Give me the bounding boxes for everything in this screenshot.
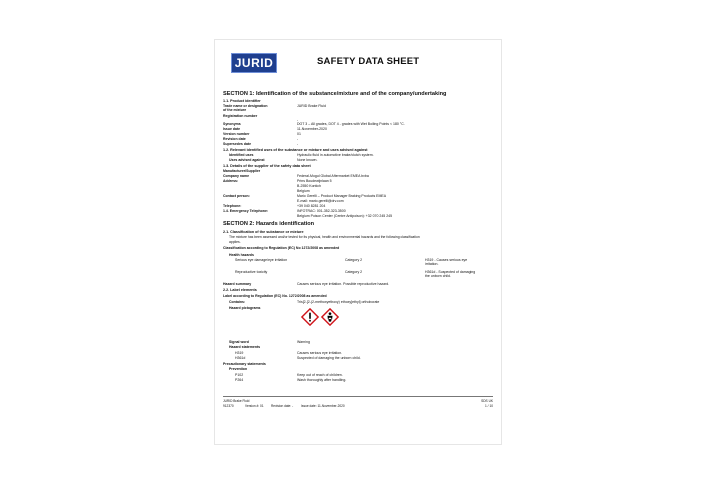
footer-region: SDS UK (481, 399, 493, 403)
prevention-label: Prevention (229, 367, 248, 371)
p-statement-text: Keep out of reach of children. (297, 373, 343, 377)
contact-label: Contact person: (223, 194, 250, 198)
footer-product: JURID Brake Fluid (223, 399, 250, 403)
company-value: Federal-Mogul Global Aftermarket EMEA bvba (297, 174, 369, 178)
manufacturer-label: Manufacturer/Supplier (223, 169, 261, 173)
h-statement-code: H361d (235, 356, 246, 360)
issue-date-label: Issue date (223, 127, 241, 131)
supersedes-value: - (297, 142, 299, 146)
signal-word-label: Signal word (229, 340, 249, 344)
revision-value: - (297, 137, 299, 141)
identified-uses-label: Identified uses (229, 153, 254, 157)
footer-version: Version #: 01 (245, 404, 264, 408)
section1-heading: SECTION 1: Identification of the substance/mixture and of the company/undertaking (223, 91, 447, 97)
address-label: Address: (223, 179, 239, 183)
uses-advised-label: Uses advised against (229, 158, 265, 162)
precautionary-label: Precautionary statements (223, 362, 266, 366)
label-heading: Label according to Regulation (EC) No. 1272/2008 as amended (223, 294, 327, 298)
address-line: Belgium (297, 189, 310, 193)
contact-value: Mario Gerelli – Product Manager Braking Products EMEA (297, 194, 387, 198)
email-value: E-mail: mario.gerelli@drv.com (297, 199, 344, 203)
trade-name-label-1: Trade name or designation (223, 104, 268, 108)
hazard-pictograms-label: Hazard pictograms (229, 306, 261, 310)
hazard-statement: H319 - Causes serious eye (425, 258, 468, 262)
company-label: Company name (223, 174, 250, 178)
address-line: Prins Boudewijnlaan 5 (297, 179, 332, 183)
registration-label: Registration number (223, 114, 258, 118)
s11-heading: 1.1. Product identifier (223, 99, 261, 103)
address-line: B-2550 Kontich (297, 184, 321, 188)
signal-word-value: Warning (297, 340, 310, 344)
contains-label: Contains: (229, 300, 246, 304)
emergency-value: Belgium Poison Center (Centre Antipoison): +32 070 245 245 (297, 214, 393, 218)
jurid-logo: JURID (231, 53, 277, 73)
footer-divider (223, 396, 493, 397)
emergency-value: INFOTRAC: 001-352-323-3500 (297, 209, 346, 213)
h-statement-code: H319 (235, 351, 244, 355)
telephone-value: +39 040 8281 204 (297, 204, 326, 208)
synonyms-label: Synonyms (223, 122, 241, 126)
footer-revision: Revision date: - (271, 404, 294, 408)
hazard-summary-label: Hazard summary (223, 282, 252, 286)
hazard-class: Serious eye damage/eye irritation (235, 258, 288, 262)
h-statement-text: Suspected of damaging the unborn child. (297, 356, 361, 360)
identified-uses-value: Hydraulic fluid in automotive brake/clutch system. (297, 153, 374, 157)
version-label: Version number (223, 132, 250, 136)
telephone-label: Telephone: (223, 204, 242, 208)
health-hazard-pictogram-icon (321, 308, 339, 326)
trade-name-label-2: of the mixture (223, 108, 247, 112)
s22-heading: 2.2. Label elements (223, 288, 257, 292)
p-statement-code: P264 (235, 378, 244, 382)
version-value: 01 (297, 132, 301, 136)
contains-value: Tris[2-[2-(2-methoxyethoxy) ethoxy]ethyl] orthoborate (297, 300, 380, 304)
trade-name-value: JURID Brake Fluid (297, 104, 326, 108)
supersedes-label: Supersedes date (223, 142, 252, 146)
s21-text: The mixture has been assessed and/or tested for its physical, health and environmental hazards and the following classification (229, 235, 420, 239)
hazard-summary-value: Causes serious eye irritation. Possible reproductive hazard. (297, 282, 390, 286)
hazard-category: Category 2 (345, 270, 363, 274)
s13-heading: 1.3. Details of the supplier of the safety data sheet (223, 164, 311, 168)
issue-date-value: 11-November-2020 (297, 127, 327, 131)
hazard-statements-label: Hazard statements (229, 345, 261, 349)
footer-issue: Issue date: 11-November-2020 (301, 404, 345, 408)
section2-heading: SECTION 2: Hazards identification (223, 221, 315, 227)
s21-text: applies. (229, 240, 241, 244)
hazard-statement: the unborn child. (425, 274, 451, 278)
revision-label: Revision date (223, 137, 246, 141)
footer-page-number: 1 / 10 (485, 404, 493, 408)
uses-advised-value: None known. (297, 158, 318, 162)
hazard-class: Reproductive toxicity (235, 270, 268, 274)
emergency-label: 1.4. Emergency Telephone: (223, 209, 269, 213)
s21-heading: 2.1. Classification of the substance or mixture (223, 230, 304, 234)
synonyms-value: DOT 3 – All grades, DOT 4 - grades with Wet Boiling Points < 180 °C. (297, 122, 405, 126)
hazard-category: Category 2 (345, 258, 363, 262)
document-title: SAFETY DATA SHEET (317, 56, 420, 67)
exclamation-mark-pictogram-icon (301, 308, 319, 326)
hazard-statement: irritation. (425, 262, 439, 266)
p-statement-text: Wash thoroughly after handling. (297, 378, 347, 382)
health-hazards-label: Health hazards (229, 253, 254, 257)
footer-id: 912370 (223, 404, 234, 408)
registration-value: - (297, 118, 299, 122)
h-statement-text: Causes serious eye irritation. (297, 351, 343, 355)
p-statement-code: P102 (235, 373, 244, 377)
hazard-statement: H361d - Suspected of damaging (425, 270, 476, 274)
classification-heading: Classification according to Regulation (EC) No 1272/2008 as amended (223, 246, 340, 250)
sds-page (215, 40, 501, 444)
s12-heading: 1.2. Relevant identified uses of the substance or mixture and uses advised against (223, 148, 368, 152)
